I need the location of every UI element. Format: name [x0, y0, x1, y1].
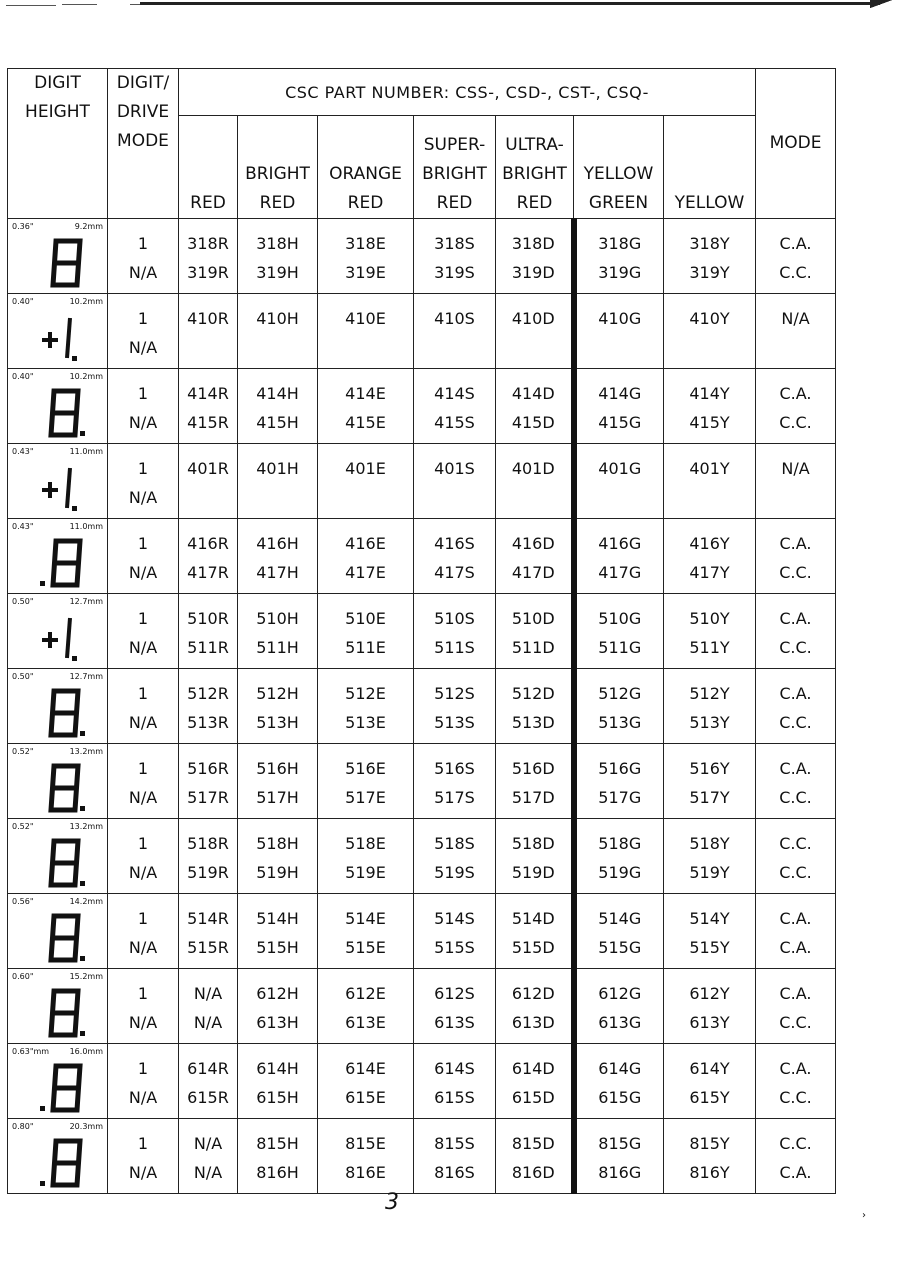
height-inches: 0.63"mm [12, 1047, 50, 1056]
part-number-cell: 410R [179, 294, 238, 369]
seven-segment-digit-icon [30, 535, 100, 591]
part-number-cell: 514G 515G [574, 894, 664, 969]
part-number-cell: 514H 515H [238, 894, 318, 969]
height-inches: 0.43" [12, 522, 34, 531]
part-number-cell: 410G [574, 294, 664, 369]
part-number-cell: 318Y 319Y [664, 219, 756, 294]
part-number-cell: 416H 417H [238, 519, 318, 594]
part-number-cell: 318D 319D [496, 219, 574, 294]
height-inches: 0.56" [12, 897, 34, 906]
part-number-cell: 414G 415G [574, 369, 664, 444]
digit-height-cell [8, 444, 108, 519]
part-number-header: CSC PART NUMBER: CSS-, CSD-, CST-, CSQ- [179, 69, 756, 116]
height-mm: 13.2mm [69, 747, 103, 756]
digit-height-cell [8, 594, 108, 669]
drive-mode-cell: 1 N/A [108, 369, 179, 444]
drive-mode-cell: 1 N/A [108, 594, 179, 669]
scan-top-edge [0, 0, 898, 8]
part-number-cell: 512S 513S [414, 669, 496, 744]
part-number-cell: 510Y 511Y [664, 594, 756, 669]
seven-segment-digit-icon [30, 610, 100, 666]
part-number-cell: 410Y [664, 294, 756, 369]
table-row [8, 519, 836, 594]
part-number-cell: N/A N/A [179, 969, 238, 1044]
drive-mode-cell: 1 N/A [108, 744, 179, 819]
color-header-6: YELLOW [664, 116, 756, 219]
seven-segment-digit-icon [30, 385, 100, 441]
height-mm: 14.2mm [69, 897, 103, 906]
part-number-cell: 516S 517S [414, 744, 496, 819]
height-inches: 0.36" [12, 222, 34, 231]
part-number-cell: 612Y 613Y [664, 969, 756, 1044]
part-number-cell: 815S 816S [414, 1119, 496, 1194]
part-number-cell: 410D [496, 294, 574, 369]
part-number-cell: 516Y 517Y [664, 744, 756, 819]
mode-cell: C.A. C.C. [756, 369, 836, 444]
part-number-cell: 414H 415H [238, 369, 318, 444]
seven-segment-digit-icon [30, 1135, 100, 1191]
digit-height-cell [8, 744, 108, 819]
part-number-cell: 416S 417S [414, 519, 496, 594]
part-number-cell: 416R 417R [179, 519, 238, 594]
part-number-cell: 401S [414, 444, 496, 519]
part-number-cell: 510S 511S [414, 594, 496, 669]
part-number-cell: 401D [496, 444, 574, 519]
digit-height-cell [8, 294, 108, 369]
mode-cell: C.A. C.C. [756, 969, 836, 1044]
drive-mode-cell: 1 N/A [108, 669, 179, 744]
part-number-cell: 518S 519S [414, 819, 496, 894]
digit-drive-mode-header: DIGIT/ DRIVE MODE [108, 69, 179, 219]
part-number-cell: 612D 613D [496, 969, 574, 1044]
drive-mode-cell: 1 N/A [108, 1044, 179, 1119]
height-inches: 0.52" [12, 747, 34, 756]
part-number-cell: 514R 515R [179, 894, 238, 969]
table-row [8, 294, 836, 369]
part-number-cell: 516G 517G [574, 744, 664, 819]
mode-cell: C.C. C.C. [756, 819, 836, 894]
part-number-cell: 518Y 519Y [664, 819, 756, 894]
mode-header: MODE [756, 69, 836, 219]
part-number-cell: 514E 515E [318, 894, 414, 969]
digit-height-cell [8, 369, 108, 444]
part-number-cell: 518D 519D [496, 819, 574, 894]
part-number-cell: 612S 613S [414, 969, 496, 1044]
part-number-cell: 512Y 513Y [664, 669, 756, 744]
part-number-cell: 514S 515S [414, 894, 496, 969]
drive-mode-cell: 1 N/A [108, 1119, 179, 1194]
part-number-cell: 518R 519R [179, 819, 238, 894]
mode-cell: C.A. C.C. [756, 219, 836, 294]
part-number-cell: 514Y 515Y [664, 894, 756, 969]
part-number-cell: 318R 319R [179, 219, 238, 294]
part-number-cell: 518E 519E [318, 819, 414, 894]
part-number-cell: 614R 615R [179, 1044, 238, 1119]
mode-cell: C.A. C.A. [756, 894, 836, 969]
height-inches: 0.40" [12, 372, 34, 381]
digit-height-cell [8, 894, 108, 969]
drive-mode-cell: 1 N/A [108, 444, 179, 519]
seven-segment-digit-icon [30, 985, 100, 1041]
part-number-cell: 410H [238, 294, 318, 369]
part-number-cell: 614Y 615Y [664, 1044, 756, 1119]
mode-cell: C.A. C.C. [756, 519, 836, 594]
table-row [8, 894, 836, 969]
part-number-cell: 516E 517E [318, 744, 414, 819]
height-inches: 0.60" [12, 972, 34, 981]
part-number-cell: 614E 615E [318, 1044, 414, 1119]
drive-mode-cell: 1 N/A [108, 294, 179, 369]
color-header-3: SUPER- BRIGHT RED [414, 116, 496, 219]
part-number-cell: 318G 319G [574, 219, 664, 294]
drive-mode-cell: 1 N/A [108, 219, 179, 294]
part-number-cell: 614H 615H [238, 1044, 318, 1119]
height-inches: 0.52" [12, 822, 34, 831]
part-number-cell: 510R 511R [179, 594, 238, 669]
color-header-4: ULTRA- BRIGHT RED [496, 116, 574, 219]
seven-segment-digit-icon [30, 310, 100, 366]
table-row [8, 819, 836, 894]
mode-cell: C.A. C.C. [756, 1044, 836, 1119]
part-number-cell: 512E 513E [318, 669, 414, 744]
height-inches: 0.40" [12, 297, 34, 306]
height-mm: 12.7mm [69, 597, 103, 606]
part-number-cell: 614D 615D [496, 1044, 574, 1119]
part-number-cell: 512D 513D [496, 669, 574, 744]
height-mm: 13.2mm [69, 822, 103, 831]
part-number-cell: 815G 816G [574, 1119, 664, 1194]
part-number-cell: 516D 517D [496, 744, 574, 819]
digit-height-cell [8, 969, 108, 1044]
height-mm: 11.0mm [69, 447, 103, 456]
part-number-cell: 516H 517H [238, 744, 318, 819]
part-number-cell: 416E 417E [318, 519, 414, 594]
part-number-cell: 414S 415S [414, 369, 496, 444]
height-mm: 15.2mm [69, 972, 103, 981]
part-number-cell: 414D 415D [496, 369, 574, 444]
height-mm: 20.3mm [69, 1122, 103, 1131]
height-mm: 10.2mm [69, 297, 103, 306]
table-row [8, 444, 836, 519]
part-number-cell: 410S [414, 294, 496, 369]
height-mm: 12.7mm [69, 672, 103, 681]
part-number-cell: 612G 613G [574, 969, 664, 1044]
digit-height-cell [8, 819, 108, 894]
part-number-cell: 518H 519H [238, 819, 318, 894]
color-header-0: RED [179, 116, 238, 219]
digit-height-cell [8, 1119, 108, 1194]
table-row [8, 369, 836, 444]
mode-cell: N/A [756, 294, 836, 369]
seven-segment-digit-icon [30, 1060, 100, 1116]
part-number-cell: 401Y [664, 444, 756, 519]
height-inches: 0.50" [12, 597, 34, 606]
table-row [8, 969, 836, 1044]
part-number-cell: 510H 511H [238, 594, 318, 669]
seven-segment-digit-icon [30, 910, 100, 966]
drive-mode-cell: 1 N/A [108, 819, 179, 894]
height-mm: 16.0mm [69, 1047, 103, 1056]
part-number-cell: 512R 513R [179, 669, 238, 744]
height-inches: 0.80" [12, 1122, 34, 1131]
table-row [8, 594, 836, 669]
digit-height-cell [8, 669, 108, 744]
part-number-cell: 518G 519G [574, 819, 664, 894]
drive-mode-cell: 1 N/A [108, 969, 179, 1044]
part-number-cell: 512H 513H [238, 669, 318, 744]
part-number-cell: 416G 417G [574, 519, 664, 594]
height-mm: 11.0mm [69, 522, 103, 531]
part-number-cell: 401G [574, 444, 664, 519]
part-number-cell: 401E [318, 444, 414, 519]
part-number-cell: 414Y 415Y [664, 369, 756, 444]
part-number-cell: 614S 615S [414, 1044, 496, 1119]
drive-mode-cell: 1 N/A [108, 519, 179, 594]
part-number-cell: 416Y 417Y [664, 519, 756, 594]
page-number: 3 [385, 1190, 399, 1215]
color-header-5: YELLOW GREEN [574, 116, 664, 219]
height-inches: 0.43" [12, 447, 34, 456]
height-mm: 9.2mm [74, 222, 103, 231]
part-number-cell: 815Y 816Y [664, 1119, 756, 1194]
part-number-cell: 416D 417D [496, 519, 574, 594]
mode-cell: C.A. C.C. [756, 669, 836, 744]
part-number-cell: 815E 816E [318, 1119, 414, 1194]
part-number-cell: 410E [318, 294, 414, 369]
part-number-cell: 516R 517R [179, 744, 238, 819]
part-number-cell: 414R 415R [179, 369, 238, 444]
color-header-2: ORANGE RED [318, 116, 414, 219]
color-header-1: BRIGHT RED [238, 116, 318, 219]
mode-cell: C.A. C.C. [756, 594, 836, 669]
part-number-cell: 510D 511D [496, 594, 574, 669]
part-number-cell: 318E 319E [318, 219, 414, 294]
seven-segment-digit-icon [30, 835, 100, 891]
part-number-cell: 318H 319H [238, 219, 318, 294]
height-mm: 10.2mm [69, 372, 103, 381]
table-row [8, 219, 836, 294]
part-number-cell: 612E 613E [318, 969, 414, 1044]
table-row [8, 744, 836, 819]
part-number-cell: 510E 511E [318, 594, 414, 669]
table-row [8, 669, 836, 744]
seven-segment-digit-icon [30, 460, 100, 516]
digit-height-cell [8, 519, 108, 594]
part-number-cell: 401R [179, 444, 238, 519]
part-number-cell: 815H 816H [238, 1119, 318, 1194]
seven-segment-digit-icon [30, 685, 100, 741]
mode-cell: N/A [756, 444, 836, 519]
mode-cell: C.C. C.A. [756, 1119, 836, 1194]
part-number-cell: 514D 515D [496, 894, 574, 969]
part-number-cell: 612H 613H [238, 969, 318, 1044]
digit-height-header: DIGIT HEIGHT [8, 69, 108, 219]
drive-mode-cell: 1 N/A [108, 894, 179, 969]
digit-height-cell [8, 1044, 108, 1119]
digit-height-cell [8, 219, 108, 294]
seven-segment-digit-icon [30, 235, 100, 291]
part-number-cell: 318S 319S [414, 219, 496, 294]
part-number-cell: 414E 415E [318, 369, 414, 444]
part-number-table [7, 68, 836, 1194]
height-inches: 0.50" [12, 672, 34, 681]
part-number-cell: 614G 615G [574, 1044, 664, 1119]
table-row [8, 1119, 836, 1194]
seven-segment-digit-icon [30, 760, 100, 816]
part-number-cell: 510G 511G [574, 594, 664, 669]
table-row [8, 1044, 836, 1119]
mode-cell: C.A. C.C. [756, 744, 836, 819]
scan-mark: › [862, 1210, 866, 1221]
part-number-cell: 401H [238, 444, 318, 519]
part-number-cell: N/A N/A [179, 1119, 238, 1194]
part-number-cell: 815D 816D [496, 1119, 574, 1194]
part-number-cell: 512G 513G [574, 669, 664, 744]
